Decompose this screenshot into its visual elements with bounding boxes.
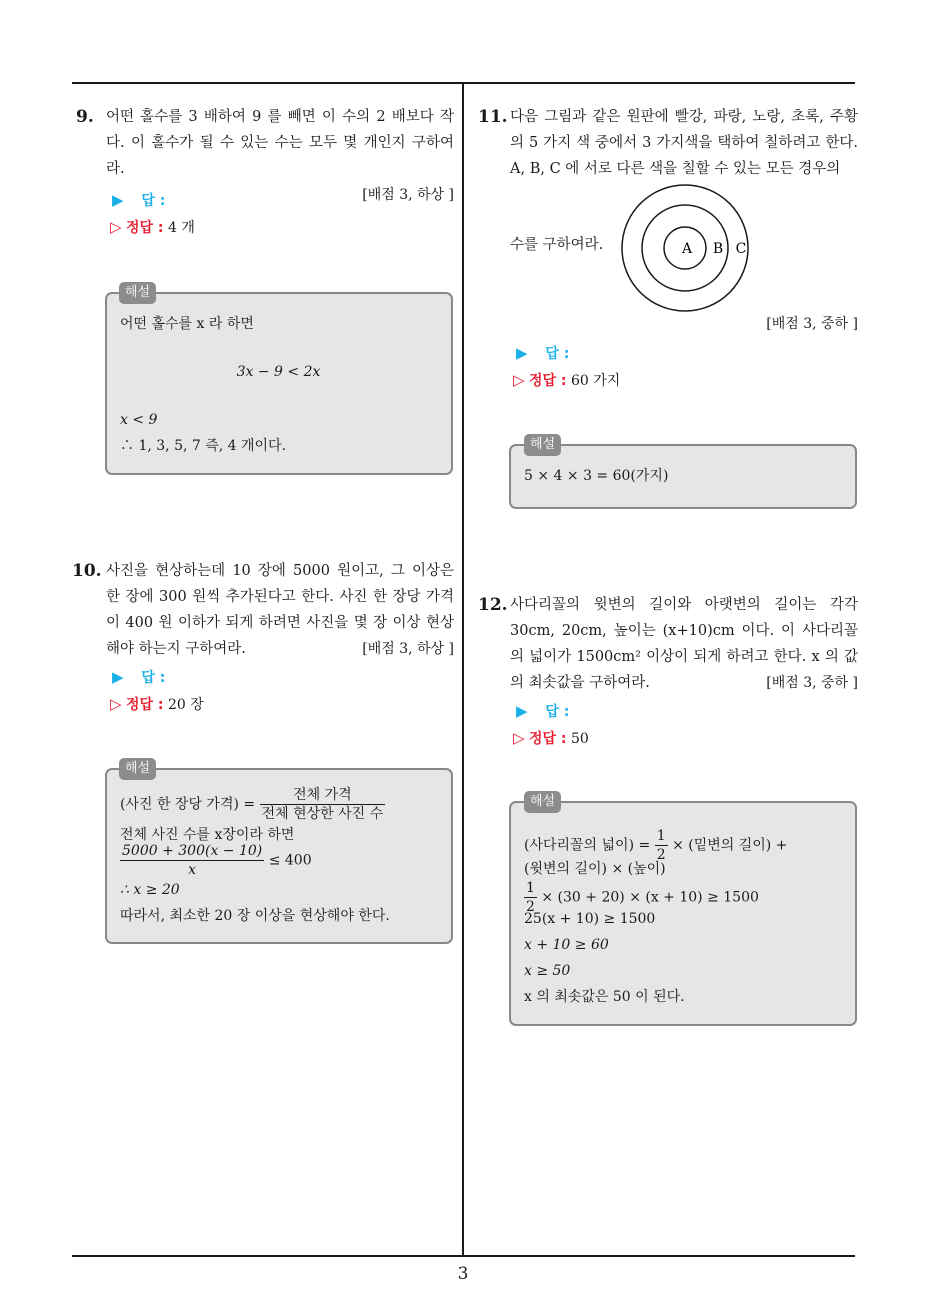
q10-inequality-fraction [120, 842, 264, 879]
q10-explain-line2: 전체 사진 수를 x장이라 하면 [120, 827, 295, 843]
q11-explanation-box [509, 444, 857, 509]
q12-inequality: × (30 + 20) × (x + 10) ≥ 1500 [541, 889, 759, 906]
top-rule [72, 82, 855, 84]
play-icon: ▶ [112, 191, 124, 209]
bottom-rule [72, 1255, 855, 1257]
q9-explain-tag: 해설 [119, 282, 156, 304]
column-divider [462, 82, 464, 1256]
correct-label: 정답 : [529, 731, 567, 747]
q9-explain-line4: ∴ 1, 3, 5, 7 즉, 4 개이다. [120, 438, 287, 454]
q12-explain-line2: (윗변의 길이) × (높이) [524, 861, 666, 877]
fraction-numerator: 5000 + 300(x − 10) [122, 843, 263, 859]
q11-explain-line1: 5 × 4 × 3 = 60(가지) [524, 468, 669, 484]
fraction-numerator: 전체 가격 [260, 786, 386, 805]
q9-text: 어떤 홀수를 3 배하여 9 를 빼면 이 수의 2 배보다 작다. 이 홀수가 될 수 있는 수는 모두 몇 개인지 구하여라. [106, 109, 454, 177]
q9-correct-value: 4 개 [167, 220, 195, 236]
q12-explain-line4: 25(x + 10) ≥ 1500 [524, 911, 656, 927]
correct-label: 정답 : [126, 220, 164, 236]
label-a: A [681, 241, 693, 257]
q12-number: 12. [478, 595, 508, 615]
q10-explain-line1 [120, 786, 385, 823]
q12-correct-value: 50 [570, 731, 589, 747]
q11-correct-value: 60 가지 [570, 373, 621, 389]
q12-explain-line5: x + 10 ≥ 60 [524, 937, 609, 953]
q10-explain-line3 [120, 842, 312, 879]
q9-answer-line [112, 190, 165, 210]
q12-answer-line [516, 701, 569, 721]
outline-play-icon: ▷ [513, 371, 525, 389]
q12-correct-line [513, 728, 589, 748]
fraction-numerator: 1 [656, 828, 666, 844]
q10-explain-line4: ∴ x ≥ 20 [120, 882, 180, 898]
q12-score: [배점 3, 중하 ] [766, 675, 858, 691]
answer-label: 답 : [545, 704, 570, 720]
page-number: 3 [457, 1264, 469, 1284]
q9-number: 9. [76, 107, 94, 127]
q9-explain-line1: 어떤 홀수를 x 라 하면 [120, 316, 254, 332]
answer-label: 답 : [545, 346, 570, 362]
q11-block [510, 104, 858, 182]
q12-area-lhs: (사다리꼴의 넓이) = [524, 837, 651, 854]
q11-score: [배점 3, 중하 ] [766, 316, 858, 332]
outline-play-icon: ▷ [513, 729, 525, 747]
q10-correct-line [110, 694, 204, 714]
q10-inequality-rhs: ≤ 400 [268, 852, 312, 869]
q10-explain-tag: 해설 [119, 758, 156, 780]
q9-explain-line3: x < 9 [120, 412, 158, 428]
answer-label: 답 : [141, 193, 166, 209]
q11-explain-tag: 해설 [524, 434, 561, 456]
fraction-denominator: 2 [526, 899, 535, 915]
answer-label: 답 : [141, 670, 166, 686]
q11-answer-line [516, 343, 569, 363]
fraction-denominator: 전체 현상한 사진 수 [261, 806, 384, 822]
q11-text2: 수를 구하여라. [510, 237, 604, 253]
q10-score: [배점 3, 하상 ] [362, 641, 454, 657]
q10-number: 10. [72, 561, 102, 581]
q10-price-fraction [260, 786, 386, 823]
fraction-numerator: 1 [526, 880, 535, 896]
correct-label: 정답 : [529, 373, 567, 389]
play-icon: ▶ [516, 702, 528, 720]
outline-play-icon: ▷ [110, 695, 122, 713]
play-icon: ▶ [516, 344, 528, 362]
q11-correct-line [513, 370, 620, 390]
q10-answer-line [112, 667, 165, 687]
q10-text: 사진을 현상하는데 10 장에 5000 원이고, 그 이상은 한 장에 300 원씩 추가된다고 한다. 사진 한 장당 가격이 400 원 이하가 되게 하려면 사진을 몇 장 이상 현상해야 하는지 구하여라. [106, 563, 454, 657]
q10-correct-value: 20 장 [167, 697, 204, 713]
q11-number: 11. [478, 107, 508, 127]
q12-explain-line6: x ≥ 50 [524, 963, 571, 979]
q10-explain-lhs: (사진 한 장당 가격) = [120, 796, 256, 813]
q10-explain-line5: 따라서, 최소한 20 장 이상을 현상해야 한다. [120, 908, 390, 924]
play-icon: ▶ [112, 668, 124, 686]
label-b: B [712, 241, 724, 257]
q10-explanation-box [105, 768, 453, 944]
outline-play-icon: ▷ [110, 218, 122, 236]
q11-text: 다음 그림과 같은 원판에 빨강, 파랑, 노랑, 초록, 주황의 5 가지 색 중에서 3 가지색을 택하여 칠하려고 한다. A, B, C 에 서로 다른 색을 칠할 수 있는 모든 경우의 [510, 109, 858, 177]
q9-score: [배점 3, 하상 ] [362, 187, 454, 203]
q12-area-rhs: × (밑변의 길이) + [672, 837, 788, 854]
q12-explain-tag: 해설 [524, 791, 561, 813]
q9-explanation-box [105, 292, 453, 475]
fraction-denominator: x [188, 862, 197, 878]
q11-concentric-circles [620, 183, 750, 313]
q12-explanation-box [509, 801, 857, 1026]
correct-label: 정답 : [126, 697, 164, 713]
fraction-denominator: 2 [656, 847, 666, 863]
label-c: C [735, 241, 747, 257]
q9-correct-line [110, 217, 195, 237]
q12-text: 사다리꼴의 윗변의 길이와 아랫변의 길이는 각각 30cm, 20cm, 높이는 (x+10)cm 이다. 이 사다리꼴의 넓이가 1500cm² 이상이 되게 하려고 한다. x 의 값의 최솟값을 구하여라. [510, 597, 858, 691]
q9-explain-line2: 3x − 9 < 2x [236, 364, 321, 380]
q12-explain-line7: x 의 최솟값은 50 이 된다. [524, 989, 685, 1005]
